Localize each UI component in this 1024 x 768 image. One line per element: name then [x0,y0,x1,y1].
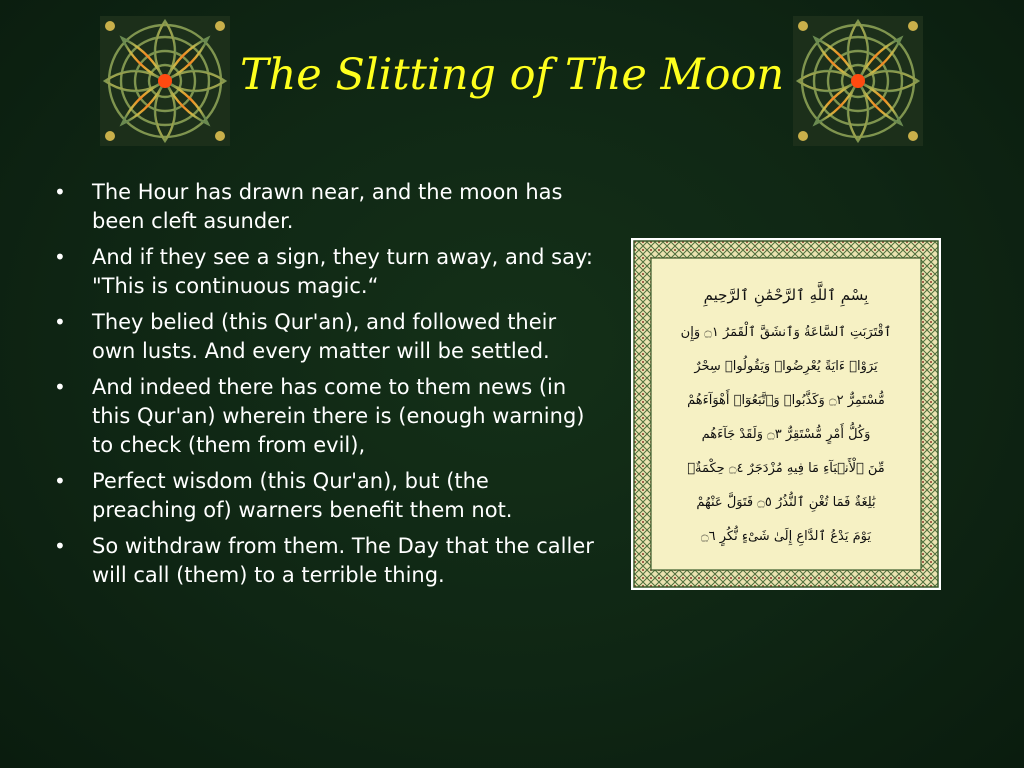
bullet-item [54,467,594,525]
bullet-text: And if they see a sign, they turn away, and say: "This is continuous magic.“ [92,245,593,298]
bullet-dot: • [54,534,66,558]
bullet-item [54,532,594,590]
bullet-item [54,308,594,366]
quran-line: يَرَوْا۟ ءَايَةً يُعْرِضُوا۟ وَيَقُولُوا۟ سِحْرٌ [694,359,878,374]
bullet-text: They belied (this Qur'an), and followed their own lusts. And every matter will be settled. [92,310,557,363]
bullet-text: So withdraw from them. The Day that the caller will call (them) to a terrible thing. [92,534,594,587]
bullet-text: The Hour has drawn near, and the moon has been cleft asunder. [92,180,563,233]
quran-page-image [631,238,941,590]
quran-line: ٱقْتَرَبَتِ ٱلسَّاعَةُ وَٱنشَقَّ ٱلْقَمَرُ ۝١ وَإِن [680,325,892,340]
bullet-item [54,243,594,301]
bullet-dot: • [54,469,66,493]
quran-line: مُّسْتَمِرٌّ ۝٢ وَكَذَّبُوا۟ وَٱتَّبَعُوٓا۟ أَهْوَآءَهُمْ [687,393,885,408]
bullet-dot: • [54,310,66,334]
slide-title: The Slitting of The Moon [239,50,785,100]
quran-line: وَكُلُّ أَمْرٍ مُّسْتَقِرٌّ ۝٣ وَلَقَدْ جَآءَهُم [701,427,871,442]
bullet-dot: • [54,180,66,204]
bullet-dot: • [54,245,66,269]
panel-text-area [651,258,921,570]
bullet-dot: • [54,375,66,399]
quran-line: مِّنَ ٱلْأَنۢبَآءِ مَا فِيهِ مُزْدَجَرٌ ۝٤ حِكْمَةٌۢ [687,461,885,476]
right-arabesque-ornament-icon [793,16,923,146]
bullet-text: Perfect wisdom (this Qur'an), but (the preaching of) warners benefit them not. [92,469,513,522]
bullet-item [54,373,594,460]
verse-translation-list [54,178,594,597]
basmala-text: بِسْمِ ٱللَّهِ ٱلرَّحْمَٰنِ ٱلرَّحِيمِ [703,286,869,304]
bullet-text: And indeed there has come to them news (in this Qur'an) wherein there is (enough warning) to check (them from evil), [92,375,585,457]
bullet-item [54,178,594,236]
quran-line: يَوْمَ يَدْعُ ٱلدَّاعِ إِلَىٰ شَىْءٍ نُّكُرٍ ۝٦ [701,529,871,544]
quran-line: بَٰلِغَةٌ فَمَا تُغْنِ ٱلنُّذُرُ ۝٥ فَتَوَلَّ عَنْهُمْ [696,495,876,510]
